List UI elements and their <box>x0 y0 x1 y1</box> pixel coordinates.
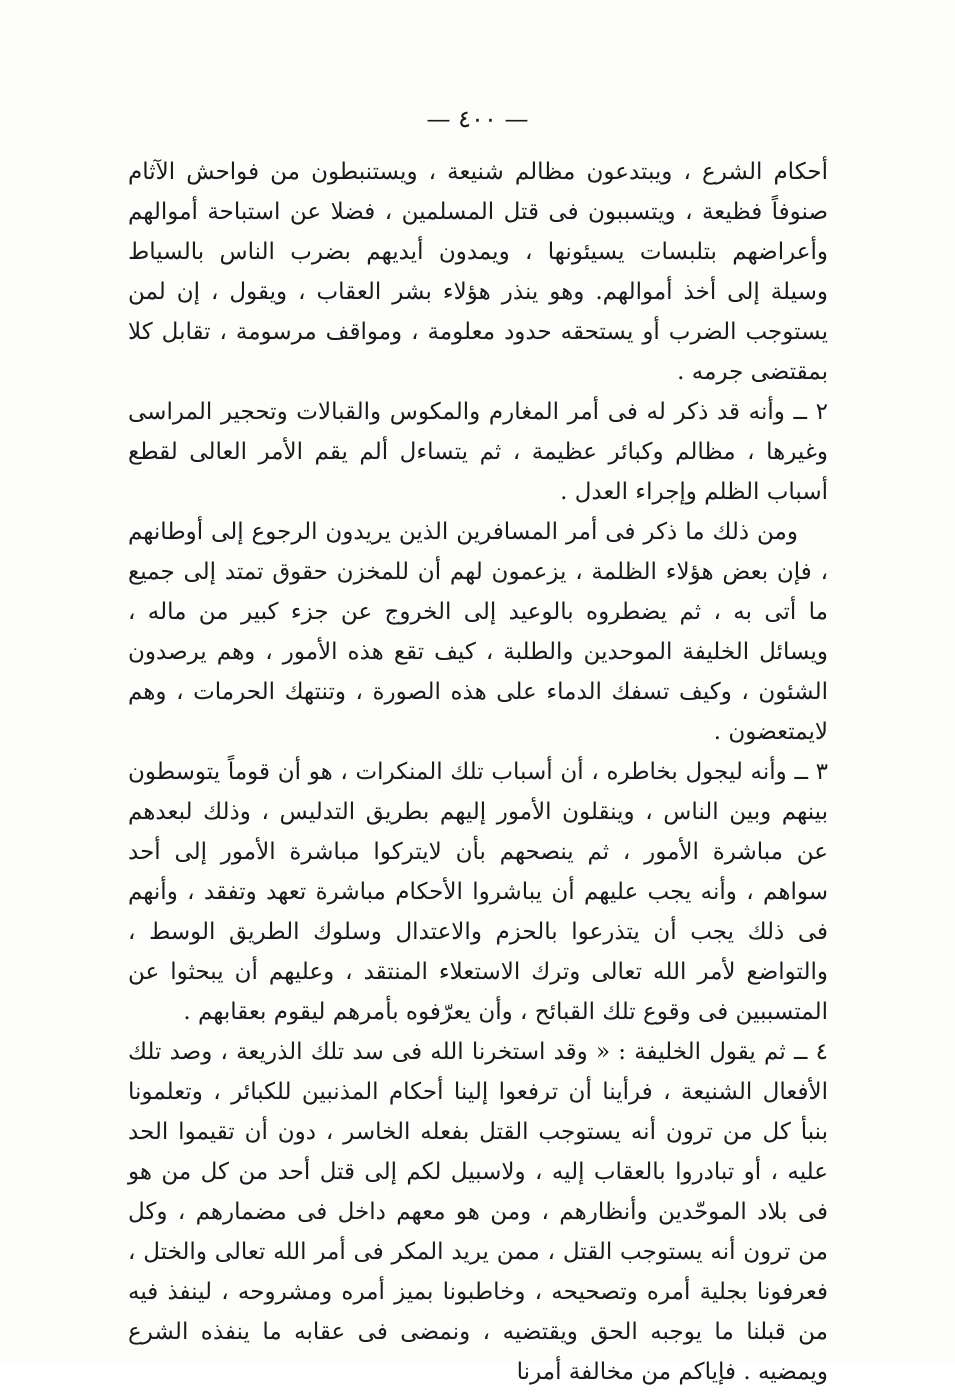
paragraph-2: ٢ ــ وأنه قد ذكر له فى أمر المغارم والمكوس والقبالات وتحجير المراسى وغيرها ، مظالم وكبائر عظيمة ، ثم يتساءل ألم يقم الأمر العالى لقطع أسباب الظلم وإجراء العدل . <box>128 399 828 505</box>
page-number: — ٤٠٠ — <box>426 105 529 133</box>
paragraph-5: ٤ ــ ثم يقول الخليفة : « وقد استخرنا الله فى سد تلك الذريعة ، وصد تلك الأفعال الشنيعة ، فرأينا أن ترفعوا إلينا أحكام المذنبين للكبائر ، وتعلمونا بنبأ كل من ترون أنه يستوجب القتل بفعله الخاسر ، دون أن تقيموا الحد عليه ، أو تبادروا بالعقاب إليه ، ولاسبيل لكم إلى قتل أحد من كل من هو فى بلاد الموحّدين وأنظارهم ، ومن هو معهم داخل فى مضمارهم ، وكل من ترون أنه يستوجب القتل ، ممن يريد المكر فى أمر الله تعالى والختل ، فعرفونا بجلية أمره وتصحيحه ، وخاطبونا بميز أمره ومشروحه ، لينفذ فيه من قبلنا ما يوجبه الحق ويقتضيه ، ونمضى فى عقابه ما ينفذه الشرع ويمضيه . فإياكم من مخالفة أمرنا <box>128 1039 828 1385</box>
paragraph-3: ومن ذلك ما ذكر فى أمر المسافرين الذين يريدون الرجوع إلى أوطانهم ، فإن بعض هؤلاء الظلمة ، يزعمون لهم أن للمخزن حقوق تمتد إلى جميع ما أتى به ، ثم يضطروه بالوعيد إلى الخروج عن جزء كبير من ماله ، ويسائل الخليفة الموحدين والطلبة ، كيف تقع هذه الأمور ، وهم يرصدون الشئون ، وكيف تسفك الدماء على هذه الصورة ، وتنتهك الحرمات ، وهم لايمتعضون . <box>128 519 828 745</box>
body-text <box>128 152 828 1392</box>
paragraph-1: أحكام الشرع ، ويبتدعون مظالم شنيعة ، ويستنبطون من فواحش الآثام صنوفاً فظيعة ، ويتسببون فى قتل المسلمين ، فضلا عن استباحة أموالهم وأعراضهم بتلبسات يسيئونها ، ويمدون أيديهم بضرب الناس بالسياط وسيلة إلى أخذ أموالهم. وهو ينذر هؤلاء بشر العقاب ، ويقول ، إن لمن يستوجب الضرب أو يستحقه حدود معلومة ، ومواقف مرسومة ، تقابل كلا بمقتضى جرمه . <box>128 159 828 385</box>
paragraph-4: ٣ ــ وأنه ليجول بخاطره ، أن أسباب تلك المنكرات ، هو أن قوماً يتوسطون بينهم وبين الناس ، وينقلون الأمور إليهم بطريق التدليس ، وذلك لبعدهم عن مباشرة الأمور ، ثم ينصحهم بأن لايتركوا مباشرة الأمور إلى أحد سواهم ، وأنه يجب عليهم أن يباشروا الأحكام مباشرة تعهد وتفقد ، وأنهم فى ذلك يجب أن يتذرعوا بالحزم والاعتدال وسلوك الطريق الوسط ، والتواضع لأمر الله تعالى وترك الاستعلاء المنتقد ، وعليهم أن يبحثوا عن المتسببين فى وقوع تلك القبائح ، وأن يعرّفوه بأمرهم ليقوم بعقابهم . <box>128 759 828 1025</box>
